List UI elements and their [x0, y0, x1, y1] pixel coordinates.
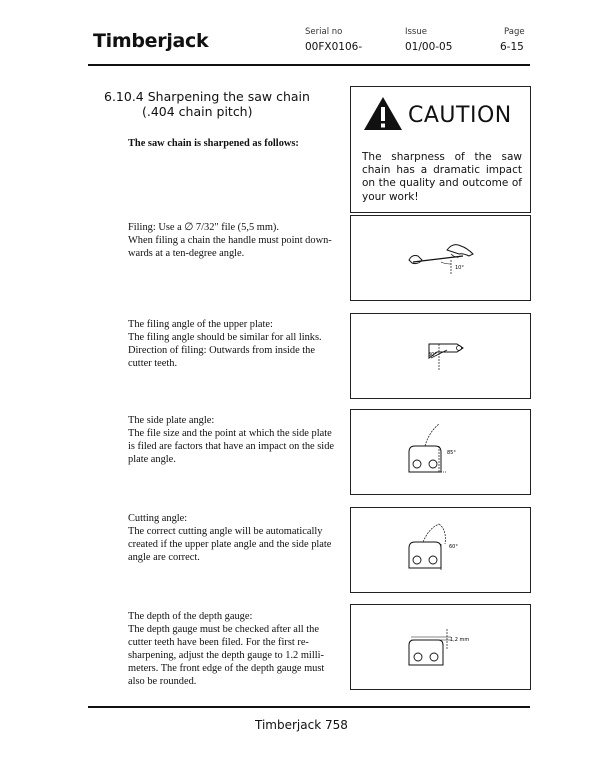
paragraph-line: The filing angle should be similar for all links. — [128, 332, 322, 343]
paragraph-line: is filed are factors that have an impact on the side — [128, 441, 335, 452]
figure-label: 60° — [449, 544, 458, 550]
figure-label: 1,2 mm — [450, 637, 470, 643]
figure-depth-gauge — [350, 604, 531, 690]
paragraph-line: The depth gauge must be checked after all the — [128, 624, 319, 635]
paragraph-line: plate angle. — [128, 454, 176, 465]
paragraph-line: The side plate angle: — [128, 415, 215, 426]
brand-logo: Timberjack — [93, 30, 209, 52]
figure-label: 85° — [447, 450, 456, 456]
paragraph-side-plate — [128, 414, 340, 466]
depth-gauge-illustration — [351, 605, 532, 691]
section-intro: The saw chain is sharpened as follows: — [128, 138, 299, 149]
page-label: Page — [504, 27, 525, 37]
issue-label: Issue — [405, 27, 427, 37]
paragraph-line: Direction of filing: Outwards from inside the — [128, 345, 315, 356]
file-handle-illustration — [351, 216, 532, 302]
paragraph-line: wards at a ten-degree angle. — [128, 248, 245, 259]
cutting-angle-illustration — [351, 508, 532, 594]
serial-value: 00FX0106- — [305, 41, 363, 53]
paragraph-line: Cutting angle: — [128, 513, 188, 524]
caution-heading: CAUTION — [408, 103, 512, 128]
footer-model: Timberjack 758 — [255, 718, 348, 732]
side-plate-illustration — [351, 410, 532, 496]
paragraph-line: meters. The front edge of the depth gauge must — [128, 663, 325, 674]
figure-filing-angle — [350, 215, 531, 301]
caution-text: The sharpness of the saw chain has a dramatic impact on the quality and outcome of your work! — [362, 151, 522, 203]
warning-triangle-icon — [363, 96, 403, 131]
paragraph-line: The correct cutting angle will be automatically — [128, 526, 323, 537]
figure-label: 10° — [455, 265, 464, 271]
section-title-line1: 6.10.4 Sharpening the saw chain — [104, 89, 310, 104]
paragraph-depth-gauge — [128, 610, 340, 688]
paragraph-line: The filing angle of the upper plate: — [128, 319, 273, 330]
paragraph-line: cutter teeth. — [128, 358, 178, 369]
paragraph-line: angle are correct. — [128, 552, 200, 563]
paragraph-line: The file size and the point at which the side plate — [128, 428, 332, 439]
serial-label: Serial no — [305, 27, 343, 37]
section-title — [104, 89, 310, 119]
caution-box — [350, 86, 531, 213]
paragraph-line: created if the upper plate angle and the side plate — [128, 539, 332, 550]
figure-label: 30° — [428, 352, 437, 358]
figure-cutting-angle — [350, 507, 531, 593]
paragraph-line: cutter teeth have been filed. For the first re- — [128, 637, 309, 648]
paragraph-line: also be rounded. — [128, 676, 197, 687]
paragraph-line: The depth of the depth gauge: — [128, 611, 253, 622]
paragraph-line: Filing: Use a ∅ 7/32" file (5,5 mm). — [128, 222, 279, 233]
footer-rule — [88, 706, 530, 708]
upper-plate-illustration — [351, 314, 532, 400]
page-number: 6-15 — [500, 41, 524, 53]
paragraph-upper-plate — [128, 318, 340, 370]
paragraph-cutting-angle — [128, 512, 340, 564]
figure-side-plate-angle — [350, 409, 531, 495]
figure-upper-plate-angle — [350, 313, 531, 399]
header-rule — [88, 64, 530, 66]
section-title-line2: (.404 chain pitch) — [142, 104, 253, 119]
issue-value: 01/00-05 — [405, 41, 453, 53]
paragraph-line: sharpening, adjust the depth gauge to 1.2 milli- — [128, 650, 324, 661]
paragraph-filing — [128, 221, 340, 260]
paragraph-line: When filing a chain the handle must point down- — [128, 235, 332, 246]
